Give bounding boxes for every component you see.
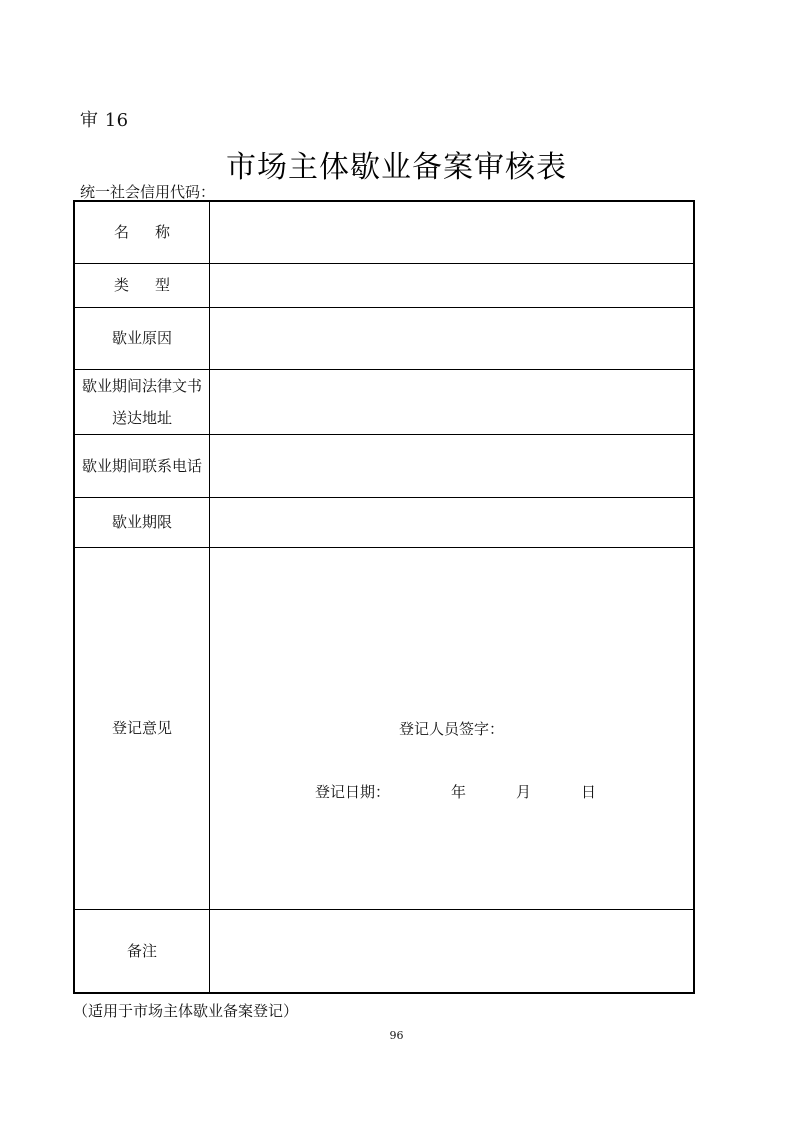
field-remarks[interactable] [210, 909, 695, 993]
field-opinion[interactable] [210, 547, 695, 909]
opinion-content [210, 548, 693, 909]
row-address [74, 369, 694, 434]
label-opinion: 登记意见 [74, 547, 210, 909]
form-code: 审 16 [80, 110, 129, 131]
date-year-label: 年 [451, 782, 467, 801]
signature-label: 登记人员签字： [398, 719, 504, 738]
footnote: （适用于市场主体歇业备案登记） [73, 1002, 299, 1020]
row-reason [74, 307, 694, 369]
label-type-text: 类型 [113, 276, 196, 294]
field-address[interactable] [210, 369, 695, 434]
field-phone[interactable] [210, 434, 695, 497]
row-type [74, 263, 694, 307]
label-reason: 歇业原因 [74, 307, 210, 369]
label-period: 歇业期限 [74, 497, 210, 547]
row-period [74, 497, 694, 547]
label-remarks: 备注 [74, 909, 210, 993]
date-day-label: 日 [581, 782, 597, 801]
row-name [74, 201, 694, 263]
registration-date-line [315, 781, 596, 802]
field-reason[interactable] [210, 307, 695, 369]
document-title: 市场主体歇业备案审核表 [226, 150, 567, 185]
label-phone: 歇业期间联系电话 [74, 434, 210, 497]
date-label: 登记日期： [315, 782, 391, 801]
label-address: 歇业期间法律文书送达地址 [74, 369, 210, 434]
label-name [74, 201, 210, 263]
label-name-text: 名称 [113, 223, 196, 242]
page-number: 96 [389, 1029, 404, 1042]
review-form-table [73, 200, 695, 994]
label-type [74, 263, 210, 307]
field-name[interactable] [210, 201, 695, 263]
row-remarks [74, 909, 694, 993]
row-phone [74, 434, 694, 497]
field-period[interactable] [210, 497, 695, 547]
row-opinion [74, 547, 694, 909]
credit-code-label: 统一社会信用代码： [80, 183, 216, 201]
field-type[interactable] [210, 263, 695, 307]
date-month-label: 月 [516, 782, 532, 801]
